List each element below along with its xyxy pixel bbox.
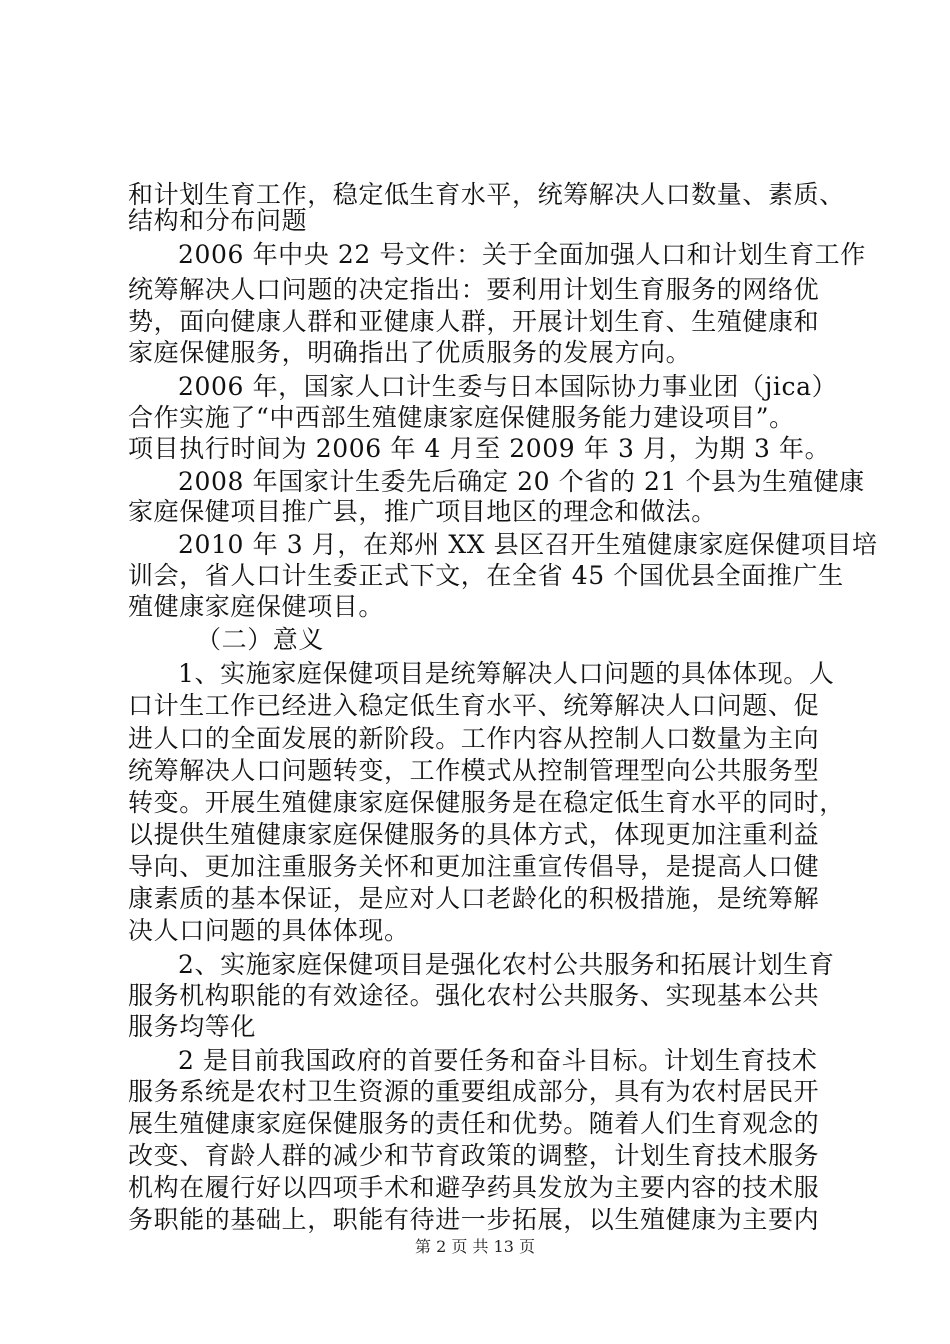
text-line: 结构和分布问题 (128, 206, 308, 235)
text-line: 展生殖健康家庭保健服务的责任和优势。随着人们生育观念的 (128, 1109, 820, 1138)
text-line: 以提供生殖健康家庭保健服务的具体方式，体现更加注重利益 (128, 820, 820, 849)
text-line: 2、实施家庭保健项目是强化农村公共服务和拓展计划生育 (178, 950, 835, 979)
text-line: 合作实施了“中西部生殖健康家庭保健服务能力建设项目”。 (128, 403, 795, 432)
text-line: 进人口的全面发展的新阶段。工作内容从控制人口数量为主向 (128, 724, 820, 753)
page-number-footer: 第 2 页 共 13 页 (415, 1237, 535, 1256)
text-line: 家庭保健项目推广县，推广项目地区的理念和做法。 (128, 497, 717, 526)
text-line: 改变、育龄人群的减少和节育政策的调整，计划生育技术服务 (128, 1141, 820, 1170)
text-line: 决人口问题的具体体现。 (128, 916, 410, 945)
text-line: 康素质的基本保证，是应对人口老龄化的积极措施，是统筹解 (128, 884, 820, 913)
text-line: 项目执行时间为 2006 年 4 月至 2009 年 3 月，为期 3 年。 (128, 434, 831, 463)
text-line: 训会，省人口计生委正式下文，在全省 45 个国优县全面推广生 (128, 561, 844, 590)
text-line: 殖健康家庭保健项目。 (128, 592, 385, 621)
text-line: 2 是目前我国政府的首要任务和奋斗目标。计划生育技术 (178, 1046, 818, 1075)
text-line: 服务系统是农村卫生资源的重要组成部分，具有为农村居民开 (128, 1077, 820, 1106)
text-line: 1、实施家庭保健项目是统筹解决人口问题的具体体现。人 (178, 659, 835, 688)
text-line: 导向、更加注重服务关怀和更加注重宣传倡导，是提高人口健 (128, 852, 820, 881)
text-line: 服务机构职能的有效途径。强化农村公共服务、实现基本公共 (128, 981, 820, 1010)
text-line: 势，面向健康人群和亚健康人群，开展计划生育、生殖健康和 (128, 307, 820, 336)
text-line: 2010 年 3 月，在郑州 XX 县区召开生殖健康家庭保健项目培 (178, 530, 878, 559)
text-line: 和计划生育工作，稳定低生育水平，统筹解决人口数量、素质、 (128, 180, 845, 209)
text-line: 2006 年中央 22 号文件：关于全面加强人口和计划生育工作 (178, 240, 866, 269)
text-line: 口计生工作已经进入稳定低生育水平、统筹解决人口问题、促 (128, 691, 820, 720)
text-line: 统筹解决人口问题转变，工作模式从控制管理型向公共服务型 (128, 756, 820, 785)
text-line: 服务均等化 (128, 1012, 257, 1041)
text-line: 2008 年国家计生委先后确定 20 个省的 21 个县为生殖健康 (178, 467, 865, 496)
text-line: 机构在履行好以四项手术和避孕药具发放为主要内容的技术服 (128, 1173, 820, 1202)
text-line: 转变。开展生殖健康家庭保健服务是在稳定低生育水平的同时， (128, 788, 845, 817)
text-line: 2006 年，国家人口计生委与日本国际协力事业团（jica） (178, 372, 838, 401)
text-line: 统筹解决人口问题的决定指出：要利用计划生育服务的网络优 (128, 275, 820, 304)
section-heading: （二）意义 (196, 625, 325, 654)
text-line: 务职能的基础上，职能有待进一步拓展，以生殖健康为主要内 (128, 1205, 820, 1234)
text-line: 家庭保健服务，明确指出了优质服务的发展方向。 (128, 338, 692, 367)
